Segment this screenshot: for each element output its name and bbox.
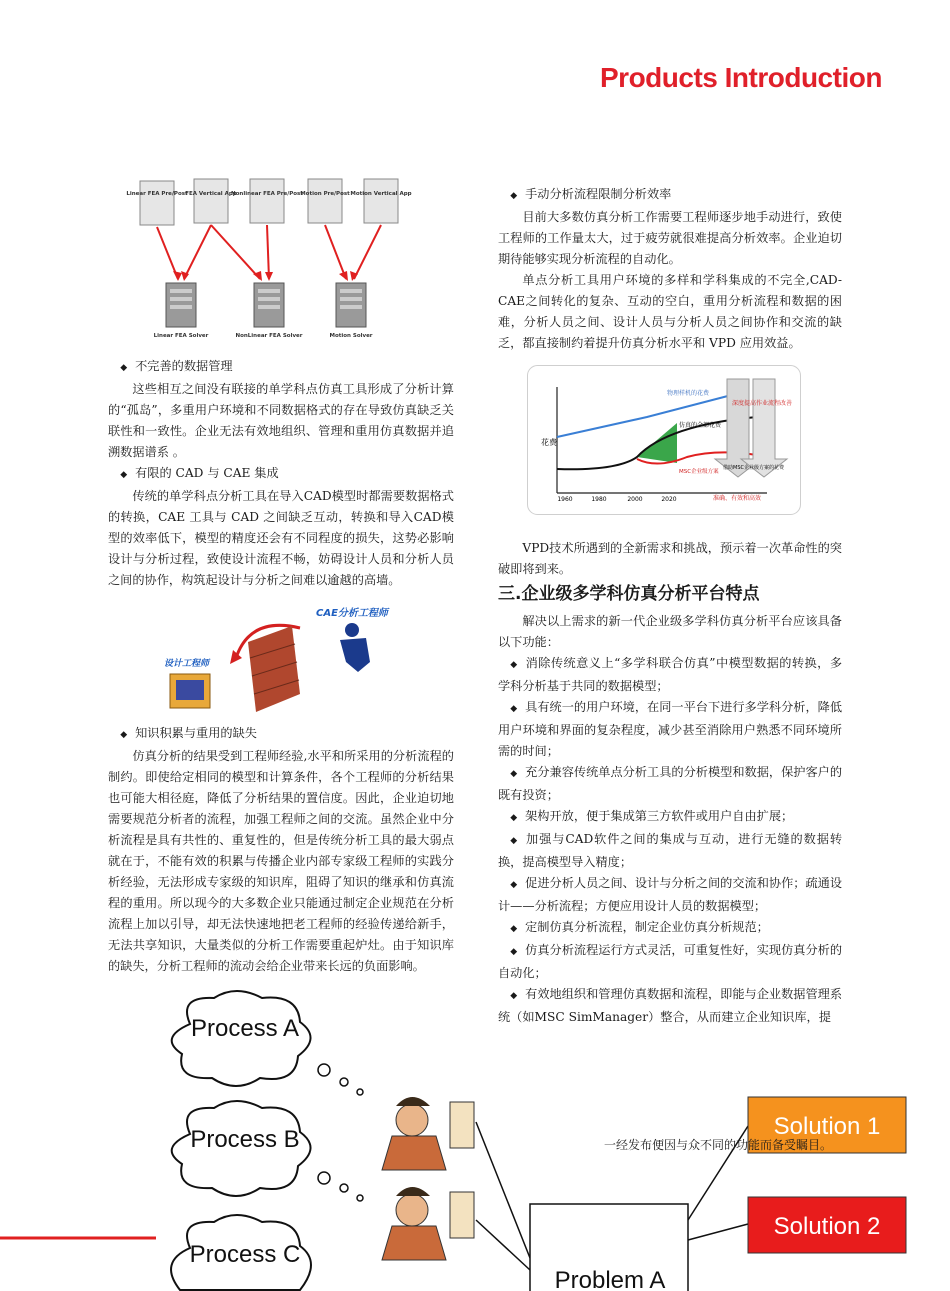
engineer-figure <box>340 623 370 672</box>
brick-wall <box>248 626 300 712</box>
process-label: Process B <box>190 1126 300 1153</box>
design-engineer-label: 设计工程师 <box>164 659 210 669</box>
server-icon <box>166 283 196 327</box>
x-tick-label: 1960 <box>557 496 573 503</box>
right-column-top <box>498 184 842 354</box>
physical-cost-label: 物理样机的花费 <box>667 390 710 397</box>
feature-item: ◆ 有效地组织和管理仿真数据和流程，即能与企业数据管理系统（如MSC SimManager）整合，从而建立企业知识库，提 <box>498 984 842 1028</box>
paragraph: 传统的单学科点分析工具在导入CAD模型时都需要数据格式的转换，CAE 工具与 CAD 之间缺乏互动，转换和导入CAD模型的效率低下，模型的精度还会有不同程度的损失，这势必影响设计与分析过程，致使设计流程不畅，妨碍设计人员和分析人员之间的协作，构筑起设计与分析之间难以逾越的高墙。 <box>108 489 454 587</box>
section-heading: 三.企业级多学科仿真分析平台特点 <box>498 584 760 604</box>
server-label: Motion Solver <box>329 333 373 339</box>
feature-item: ◆ 促进分析人员之间、设计与分析之间的交流和协作；疏通设计——分析流程；方便应用设计人员的数据模型； <box>498 873 842 917</box>
feature-item: ◆ 仿真分析流程运行方式灵活，可重复性好，实现仿真分析的自动化； <box>498 940 842 984</box>
server-icon <box>336 283 366 327</box>
x-tick-label: 1980 <box>591 496 607 503</box>
tool-box <box>185 179 237 223</box>
feature-item: ◆ 架构开放，便于集成第三方软件或用户自由扩展； <box>498 806 842 829</box>
arrow-label: 深度提高 <box>732 400 757 407</box>
feature-item: ◆ 具有统一的用户环境，在同一平台下进行多学科分析，降低用户环境和界面的复杂程度，减少甚至消除用户熟悉不同环境所需的时间； <box>498 697 842 762</box>
paragraph: 单点分析工具用户环境的多样和学科集成的不完全,CAD-CAE之间转化的复杂、互动的空白，重用分析流程和数据的困难，分析人员之间、设计人员与分析人员之间协作和交流的缺乏，都直接制约着提升仿真分析水平和 VPD 应用效益。 <box>498 273 842 350</box>
process-cloud <box>172 991 363 1095</box>
tool-box <box>350 179 411 223</box>
feature-item: ◆ 加强与CAD软件之间的集成与互动，进行无缝的数据转换，提高模型导入精度； <box>498 829 842 873</box>
tool-label: FEA Vertical App <box>185 191 237 197</box>
header-title: Products Introduction <box>600 62 882 93</box>
tool-label: Motion Pre/Post <box>300 191 350 197</box>
solution-label: Solution 2 <box>773 1213 881 1240</box>
bullet-heading: ◆ 不完善的数据管理 <box>108 356 454 379</box>
feature-item: ◆ 消除传统意义上“多学科联合仿真”中模型数据的转换，多学科分析基于共同的数据模型； <box>498 653 842 697</box>
feature-item: ◆ 定制仿真分析流程，制定企业仿真分析规范； <box>498 917 842 940</box>
solution-label: Solution 1 <box>773 1113 881 1140</box>
paragraph: 这些相互之间没有联接的单学科点仿真工具形成了分析计算的“孤岛”，多重用户环境和不同数据格式的存在导致仿真缺乏关联性和一致性。企业无法有效地组织、管理和重用仿真数据并追溯数据谱系 。 <box>108 382 454 459</box>
feature-item: ◆ 充分兼容传统单点分析工具的分析模型和数据，保护客户的既有投资； <box>498 762 842 806</box>
tool-label: Nonlinear FEA Pre/Post <box>231 191 303 197</box>
msc-solution-label: MSC企业级方案 <box>679 469 719 475</box>
tool-box <box>300 179 350 223</box>
server-label: Linear FEA Solver <box>153 333 209 339</box>
bullet-heading: ◆ 知识积累与重用的缺失 <box>108 723 454 746</box>
tools-solvers-diagram <box>126 175 412 350</box>
arrow-label: 作业流程改善 <box>756 400 793 407</box>
left-column-top <box>108 356 454 591</box>
cae-wall-illustration <box>140 602 412 718</box>
process-label: Process C <box>189 1241 301 1268</box>
paragraph: 仿真分析的结果受到工程师经验,水平和所采用的分析流程的制约。即使给定相同的模型和计算条件，各个工程师的分析结果也可能大相径庭，降低了分析结果的置信度。因此，企业迫切地需要规范分析者的流程，加强工程师之间的交流。虽然企业中分析流程是具有共性的、重复性的，但是传统分析工具的最大弱点就在于，不能有效的积累与传播企业内部专家级工程师的实践分析经验，无法形成专家级的知识库，阻碍了知识的继承和仿真流程的重用。所以现今的大多数企业只能通过制定企业规范在分析流程上加以引导，却无法快速地把老工程师的经验传递给新手，无法共享知识，大量类似的分析工作需要重起炉灶。由于知识库的缺失，分析工程师的流动会给企业带来长远的负面影响。 <box>108 749 454 973</box>
server-icon <box>254 283 284 327</box>
right-column-bottom <box>498 538 843 1024</box>
engineer-figure <box>382 1097 474 1170</box>
bullet-heading: ◆ 有限的 CAD 与 CAE 集成 <box>108 463 454 486</box>
process-label: Process A <box>190 1015 300 1042</box>
y-axis-label: 花费 <box>541 438 557 447</box>
simulation-cost-label: 仿真的全部花费 <box>679 422 722 429</box>
x-tick-label: 2000 <box>627 496 643 503</box>
engineer-figure <box>382 1187 474 1260</box>
bullet-heading: ◆ 手动分析流程限制分析效率 <box>498 184 842 207</box>
cost-trend-chart <box>527 365 801 515</box>
tool-label: Motion Vertical App <box>350 191 412 197</box>
tool-box <box>231 179 303 223</box>
accuracy-label: 准确、有效和高效 <box>713 495 762 502</box>
left-column-bottom <box>108 723 454 977</box>
tool-label: Linear FEA Pre/Post <box>126 191 188 197</box>
overlay-caption: 一经发布便因与众不同的功能而备受瞩目。 <box>604 1138 833 1152</box>
problem-label: Problem A <box>554 1267 666 1291</box>
connection-arrows <box>157 225 381 279</box>
paragraph: VPD技术所遇到的全新需求和挑战，预示着一次革命性的突破即将到来。 <box>498 541 842 576</box>
computer-icon <box>170 674 210 708</box>
x-tick-label: 2020 <box>661 496 677 503</box>
msc-cost-box-label: 借助MSC企业级方案的花费 <box>723 465 784 471</box>
paragraph: 解决以上需求的新一代企业级多学科仿真分析平台应该具备以下功能： <box>498 614 842 649</box>
cae-engineer-label: CAE分析工程师 <box>316 608 388 619</box>
server-label: NonLinear FEA Solver <box>235 333 303 339</box>
paragraph: 目前大多数仿真分析工作需要工程师逐步地手动进行，致使工程师的工作量太大，过于疲劳就很难提高分析效率。企业迫切期待能够实现分析流程的自动化。 <box>498 210 842 266</box>
tool-box <box>126 181 188 225</box>
